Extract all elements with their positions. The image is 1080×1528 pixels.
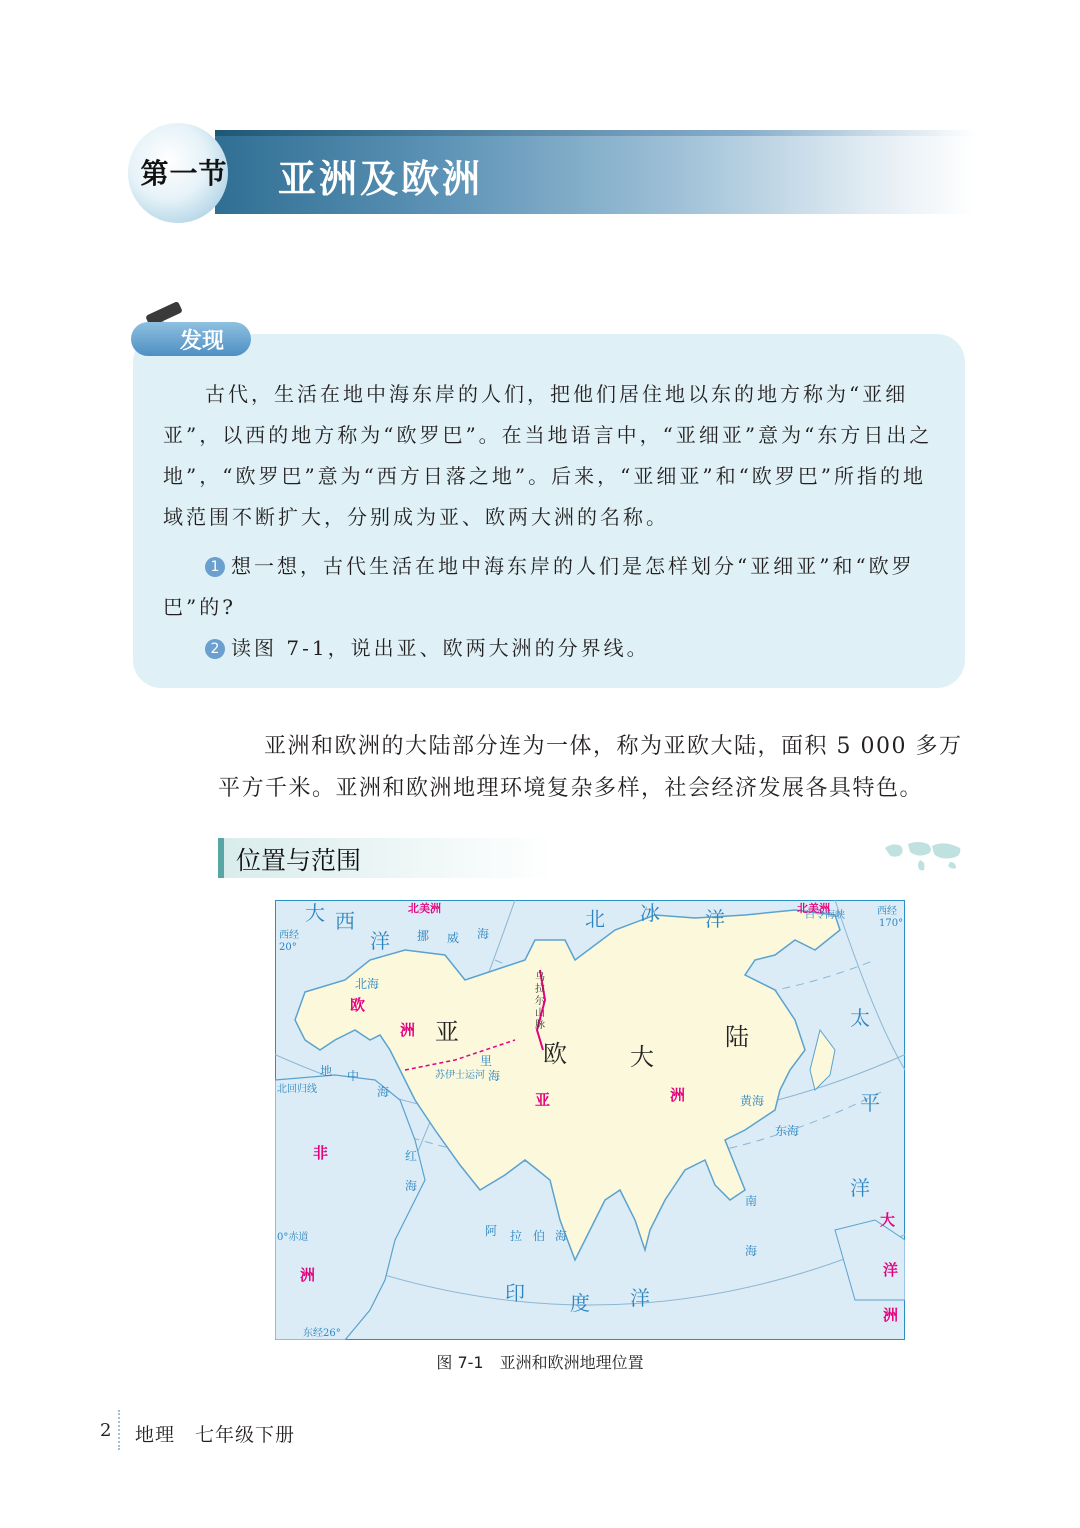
svg-text:东海: 东海: [775, 1124, 800, 1138]
discovery-tag-label: 发现: [180, 329, 225, 354]
svg-text:中: 中: [347, 1069, 360, 1083]
svg-text:拉: 拉: [510, 1229, 523, 1243]
svg-text:洋: 洋: [630, 1286, 650, 1310]
svg-text:海: 海: [377, 1085, 390, 1099]
body-text: [218, 726, 968, 810]
svg-text:平: 平: [860, 1091, 880, 1115]
svg-text:北美洲: 北美洲: [408, 902, 441, 915]
svg-text:北: 北: [585, 907, 605, 931]
svg-text:洲: 洲: [883, 1306, 899, 1324]
svg-text:南: 南: [745, 1194, 758, 1208]
question-number: 2: [205, 639, 225, 659]
svg-text:挪: 挪: [417, 929, 430, 943]
body-paragraph: 亚洲和欧洲的大陆部分连为一体，称为亚欧大陆，面积 5 000 多万平方千米。亚洲和欧洲地理环境复杂多样，社会经济发展各具特色。: [218, 734, 963, 801]
svg-text:北回归线: 北回归线: [277, 1084, 317, 1095]
svg-text:海: 海: [405, 1179, 418, 1193]
question-text: 想一想，古代生活在地中海东岸的人们是怎样划分“亚细亚”和“欧罗巴”的?: [163, 554, 915, 619]
svg-text:欧: 欧: [350, 996, 366, 1014]
svg-text:洋: 洋: [883, 1261, 899, 1279]
svg-text:阿: 阿: [485, 1224, 498, 1238]
svg-text:北海: 北海: [355, 977, 380, 991]
subsection-accent-bar: [218, 838, 224, 878]
svg-text:太: 太: [850, 1006, 870, 1030]
svg-text:洋: 洋: [705, 907, 725, 931]
eurasia-location-map: [275, 900, 905, 1340]
question-number: 1: [205, 557, 225, 577]
svg-text:大: 大: [305, 901, 325, 925]
svg-text:山: 山: [535, 1008, 545, 1019]
svg-text:西经: 西经: [877, 906, 897, 917]
svg-text:170°: 170°: [879, 918, 904, 929]
svg-text:冰: 冰: [640, 901, 660, 925]
svg-text:海: 海: [555, 1229, 568, 1243]
svg-text:20°: 20°: [279, 942, 297, 953]
svg-text:威: 威: [447, 931, 460, 945]
svg-text:洋: 洋: [850, 1176, 870, 1200]
svg-text:伯: 伯: [533, 1229, 546, 1243]
svg-text:亚: 亚: [535, 1091, 551, 1109]
svg-text:北美洲: 北美洲: [797, 902, 830, 915]
subsection-title: 位置与范围: [236, 846, 362, 875]
svg-text:红: 红: [405, 1149, 418, 1163]
section-number: 第一节: [140, 157, 228, 190]
svg-text:亚: 亚: [435, 1018, 459, 1046]
svg-text:地: 地: [320, 1064, 333, 1078]
svg-text:尔: 尔: [535, 996, 545, 1007]
svg-text:苏伊士运河: 苏伊士运河: [435, 1070, 485, 1081]
svg-text:陆: 陆: [725, 1023, 749, 1051]
svg-text:印: 印: [505, 1281, 525, 1305]
discovery-text: [163, 374, 943, 669]
svg-text:西: 西: [335, 909, 355, 933]
figure-caption: 图 7-1 亚洲和欧洲地理位置: [436, 1353, 644, 1372]
section-title: 亚洲及欧洲: [278, 157, 484, 201]
page-number: 2: [100, 1420, 112, 1441]
page-divider: [118, 1410, 130, 1450]
svg-text:大: 大: [880, 1211, 896, 1229]
svg-text:里: 里: [480, 1054, 493, 1068]
svg-text:大: 大: [630, 1043, 654, 1071]
book-title: 地理 七年级下册: [135, 1424, 296, 1446]
svg-text:白令海峡: 白令海峡: [805, 910, 845, 921]
svg-text:洲: 洲: [300, 1266, 316, 1284]
discovery-paragraph: 古代，生活在地中海东岸的人们，把他们居住地以东的地方称为“亚细亚”，以西的地方称为“欧罗巴”。在当地语言中，“亚细亚”意为“东方日出之地”，“欧罗巴”意为“西方日落之地”。后来，“亚细亚”和“欧罗巴”所指的地域范围不断扩大，分别成为亚、欧两大洲的名称。: [163, 382, 933, 529]
svg-text:度: 度: [570, 1291, 590, 1315]
svg-text:非: 非: [313, 1144, 329, 1162]
svg-text:洲: 洲: [670, 1086, 686, 1104]
svg-text:拉: 拉: [535, 984, 545, 995]
svg-text:洲: 洲: [400, 1021, 416, 1039]
svg-text:海: 海: [477, 927, 490, 941]
world-map-icon: [880, 836, 965, 876]
svg-text:西经: 西经: [279, 930, 299, 941]
ural-label: 乌: [535, 972, 545, 983]
svg-text:0°赤道: 0°赤道: [277, 1232, 309, 1243]
svg-text:黄海: 黄海: [740, 1094, 765, 1108]
svg-text:欧: 欧: [543, 1040, 567, 1068]
question-1: [163, 546, 943, 628]
svg-text:东经26°: 东经26°: [303, 1328, 341, 1339]
question-2: [163, 628, 943, 669]
svg-text:海: 海: [488, 1069, 501, 1083]
question-text: 读图 7-1，说出亚、欧两大洲的分界线。: [231, 636, 650, 660]
svg-text:洋: 洋: [370, 929, 390, 953]
svg-text:海: 海: [745, 1244, 758, 1258]
svg-text:脉: 脉: [535, 1020, 545, 1031]
